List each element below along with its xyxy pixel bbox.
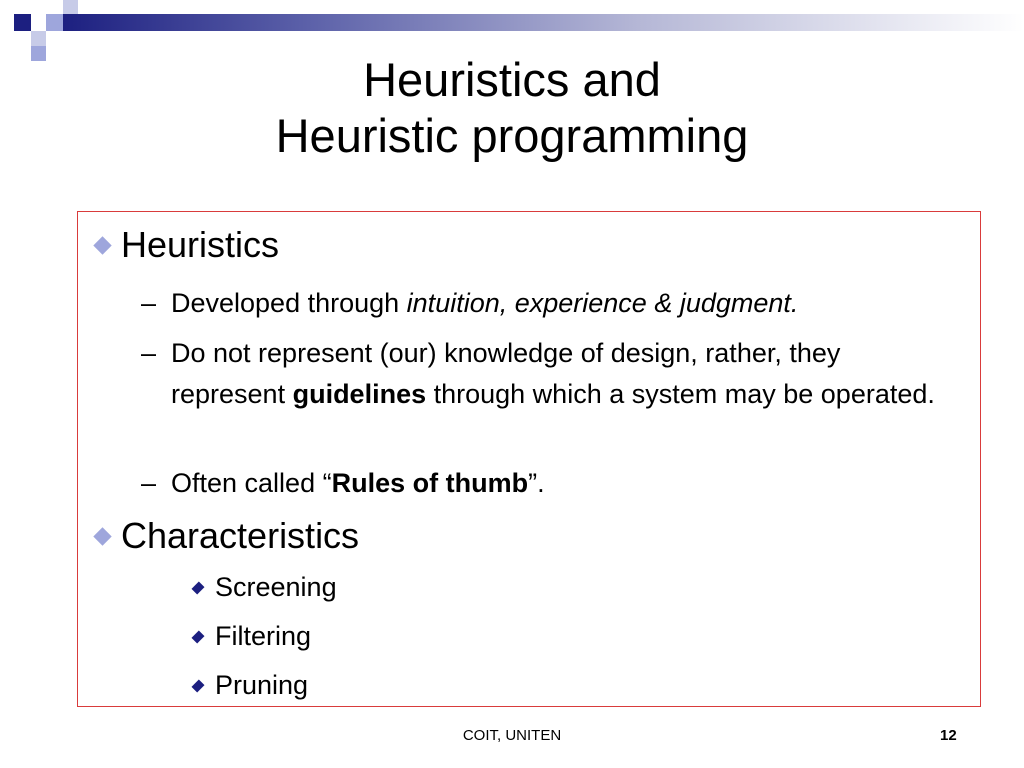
small-diamond-icon [191,630,204,643]
header-gradient-band [60,14,1024,31]
decor-square [46,31,63,48]
slide-title-line-1: Heuristics and [363,53,661,106]
text: through which a system may be operated. [426,379,935,409]
italic-text: intuition, experience & judgment. [406,288,799,318]
list-item-label: Filtering [215,621,312,651]
sub-bullet-represent [141,333,961,415]
bullet-characteristics [92,515,359,557]
decor-square [63,0,78,14]
diamond-bullet-icon [93,527,111,545]
bullet-heuristics [92,224,279,266]
diamond-bullet-icon [93,236,111,254]
section-heading: Characteristics [121,515,360,556]
text: ”. [528,468,545,498]
slide-title-line-2: Heuristic programming [275,109,749,162]
sub-bullet-often-called [141,463,961,504]
page-number: 12 [940,727,957,744]
list-item-label: Pruning [215,670,309,700]
list-item-screening [194,572,337,603]
decor-square [14,14,31,31]
small-diamond-icon [191,679,204,692]
bold-text: Rules of thumb [331,468,529,498]
text: Developed through [171,288,407,318]
bold-text: guidelines [292,379,427,409]
list-item-pruning [194,670,308,701]
decor-square [46,14,63,31]
text: Often called “ [171,468,332,498]
dash-bullet: – [141,468,157,498]
list-item-filtering [194,621,311,652]
decor-square [31,31,46,46]
footer-label: COIT, UNITEN [462,727,562,744]
section-heading: Heuristics [121,224,280,265]
text: Do not represent (our) knowledge of design, rather, they represent [171,338,841,409]
slide-title [0,52,1024,164]
small-diamond-icon [191,581,204,594]
dash-bullet: – [141,338,157,368]
sub-bullet-developed [141,283,971,324]
dash-bullet: – [141,288,157,318]
list-item-label: Screening [215,572,337,602]
